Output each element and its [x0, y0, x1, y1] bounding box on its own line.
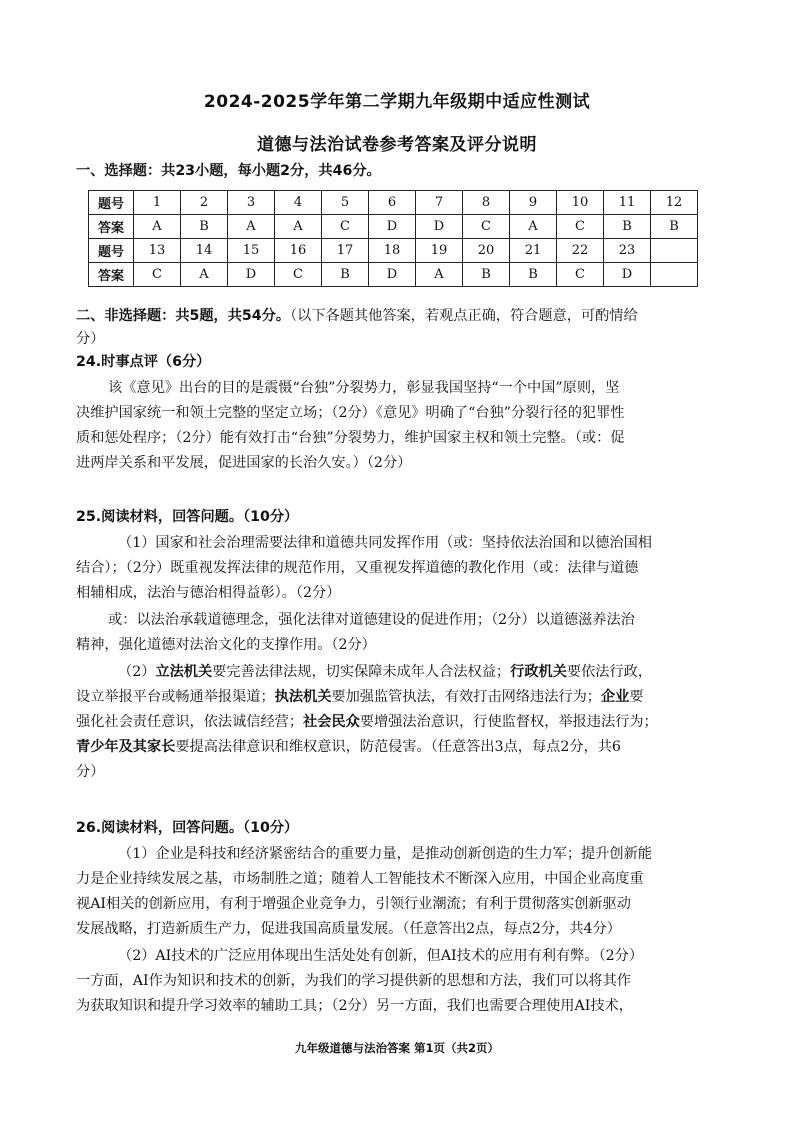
- answer-cell: D: [369, 263, 416, 287]
- q24-title: 24.时事点评（6分）: [76, 354, 211, 370]
- q26-line: （2）AI技术的广泛应用体现出生活处处有创新，但AI技术的应用有利有弊。（2分）: [118, 948, 644, 964]
- table-row: [89, 191, 698, 215]
- question-number: 7: [416, 191, 463, 215]
- answer-table: [88, 190, 698, 287]
- question-number: 17: [322, 239, 369, 263]
- q25-line: 相辅相成，法治与德治相得益彰）。（2分）: [76, 585, 341, 601]
- q25-text: 要增强法治意识，行使监督权，举报违法行为；: [359, 714, 658, 730]
- q25-keyword: 社会民众: [303, 714, 360, 730]
- answer-cell: A: [416, 263, 463, 287]
- question-number: 16: [275, 239, 322, 263]
- question-number: 5: [322, 191, 369, 215]
- question-number: 20: [463, 239, 510, 263]
- answer-cell: A: [510, 215, 557, 239]
- question-number: 1: [134, 191, 181, 215]
- question-number: 11: [604, 191, 651, 215]
- question-number: [651, 239, 698, 263]
- table-row-label: 答案: [89, 215, 134, 239]
- q25-keyword: 企业: [600, 689, 630, 705]
- q25-keyword: 立法机关: [155, 664, 213, 680]
- question-number: 15: [228, 239, 275, 263]
- answer-cell: B: [181, 215, 228, 239]
- answer-cell: B: [604, 215, 651, 239]
- q25-keyword: 行政机关: [510, 664, 567, 680]
- answer-cell: D: [369, 215, 416, 239]
- document-subtitle: 道德与法治试卷参考答案及评分说明: [257, 135, 537, 155]
- table-row-label: 答案: [89, 263, 134, 287]
- q25-text: 要: [629, 689, 644, 705]
- question-number: 21: [510, 239, 557, 263]
- q25-text: 强化社会责任意识，依法诚信经营；: [76, 714, 304, 730]
- answer-cell: B: [651, 215, 698, 239]
- answer-cell: A: [134, 215, 181, 239]
- section2-heading-note: （以下各题其他答案，若观点正确，符合题意，可酌情给: [290, 308, 638, 324]
- section2-heading: [76, 304, 716, 328]
- document-title: 2024-2025学年第二学期九年级期中适应性测试: [203, 92, 591, 112]
- q25-line: [76, 710, 716, 734]
- q25-title: 25.阅读材料，回答问题。（10分）: [76, 509, 299, 525]
- answer-cell: B: [463, 263, 510, 287]
- answer-cell: B: [322, 263, 369, 287]
- q26-line: 力是企业持续发展之基，市场制胜之道；随着人工智能技术不断深入应用，中国企业高度重: [76, 871, 644, 887]
- q25-line: 或：以法治承载道德理念，强化法律对道德建设的促进作用；（2分）以道德滋养法治: [108, 612, 635, 628]
- q25-line: 分）: [76, 764, 105, 780]
- table-row: [89, 239, 698, 263]
- question-number: 9: [510, 191, 557, 215]
- question-number: 3: [228, 191, 275, 215]
- q25-line: 精神，强化道德对法治文化的支撑作用。（2分）: [76, 637, 376, 653]
- q24-line: 该《意见》出台的目的是震慑“台独”分裂势力，彰显我国坚持“一个中国”原则，坚: [108, 380, 620, 396]
- q25-text: 要依法行政，: [566, 664, 653, 680]
- q25-text: 要提高法律意识和维权意识，防范侵害。（任意答出3点，每点2分，共6: [175, 739, 621, 755]
- q25-text: 要加强监管执法，有效打击网络违法行为；: [331, 689, 601, 705]
- q26-line: 视AI相关的创新应用，有利于增强企业竞争力，引领行业潮流；有利于贯彻落实创新驱动: [76, 896, 631, 912]
- answer-cell: A: [181, 263, 228, 287]
- answer-cell: [651, 263, 698, 287]
- table-row-label: 题号: [89, 239, 134, 263]
- question-number: 2: [181, 191, 228, 215]
- q25-text: 要完善法律法规，切实保障未成年人合法权益；: [212, 664, 511, 680]
- section1-heading: 一、选择题：共23小题，每小题2分，共46分。: [76, 163, 381, 179]
- question-number: 13: [134, 239, 181, 263]
- question-number: 22: [557, 239, 604, 263]
- q26-title: 26.阅读材料，回答问题。（10分）: [76, 820, 299, 836]
- q25-line: （1）国家和社会治理需要法律和道德共同发挥作用（或：坚持依法治国和以德治国相: [118, 535, 652, 551]
- answer-cell: C: [322, 215, 369, 239]
- question-number: 4: [275, 191, 322, 215]
- question-number: 12: [651, 191, 698, 215]
- answer-cell: D: [604, 263, 651, 287]
- answer-cell: D: [416, 215, 463, 239]
- table-row: [89, 215, 698, 239]
- answer-cell: D: [228, 263, 275, 287]
- q24-line: 质和惩处程序；（2分）能有效打击“台独”分裂势力，维护国家主权和领土完整。（或：促: [76, 430, 625, 446]
- q25-keyword: 执法机关: [274, 689, 332, 705]
- q25-line: [76, 685, 716, 709]
- answer-cell: C: [275, 263, 322, 287]
- answer-cell: A: [275, 215, 322, 239]
- section2-heading-bold: 二、非选择题：共5题，共54分。: [76, 308, 291, 324]
- q26-line: 一方面，AI作为知识和技术的创新，为我们的学习提供新的思想和方法，我们可以将其作: [76, 973, 631, 989]
- section2-heading-note-cont: 分）: [76, 331, 105, 347]
- table-row: [89, 263, 698, 287]
- q25-keyword: 青少年及其家长: [76, 739, 176, 755]
- table-row-label: 题号: [89, 191, 134, 215]
- answer-cell: C: [557, 215, 604, 239]
- q25-text: （2）: [118, 664, 156, 680]
- answer-cell: B: [510, 263, 557, 287]
- question-number: 18: [369, 239, 416, 263]
- q25-line: [118, 660, 758, 684]
- question-number: 19: [416, 239, 463, 263]
- answer-cell: A: [228, 215, 275, 239]
- q24-line: 决维护国家统一和领土完整的坚定立场；（2分）《意见》明确了“台独”分裂行径的犯罪性: [76, 405, 625, 421]
- question-number: 6: [369, 191, 416, 215]
- answer-cell: C: [134, 263, 181, 287]
- question-number: 10: [557, 191, 604, 215]
- question-number: 8: [463, 191, 510, 215]
- answer-cell: C: [463, 215, 510, 239]
- q25-text: 设立举报平台或畅通举报渠道；: [76, 689, 275, 705]
- q26-line: 为获取知识和提升学习效率的辅助工具；（2分）另一方面，我们也需要合理使用AI技术，: [76, 998, 633, 1014]
- q25-line: [76, 735, 716, 759]
- page-footer: 九年级道德与法治答案 第1页（共2页）: [294, 1041, 499, 1055]
- q26-line: 发展战略，打造新质生产力，促进我国高质量发展。（任意答出2点，每点2分，共4分）: [76, 921, 621, 937]
- question-number: 14: [181, 239, 228, 263]
- question-number: 23: [604, 239, 651, 263]
- q26-line: （1）企业是科技和经济紧密结合的重要力量，是推动创新创造的生力军；提升创新能: [118, 846, 652, 862]
- answer-cell: C: [557, 263, 604, 287]
- q24-line: 进两岸关系和平发展，促进国家的长治久安。）（2分）: [76, 455, 412, 471]
- q25-line: 结合）；（2分）既重视发挥法律的规范作用，又重视发挥道德的教化作用（或：法律与道德: [76, 560, 639, 576]
